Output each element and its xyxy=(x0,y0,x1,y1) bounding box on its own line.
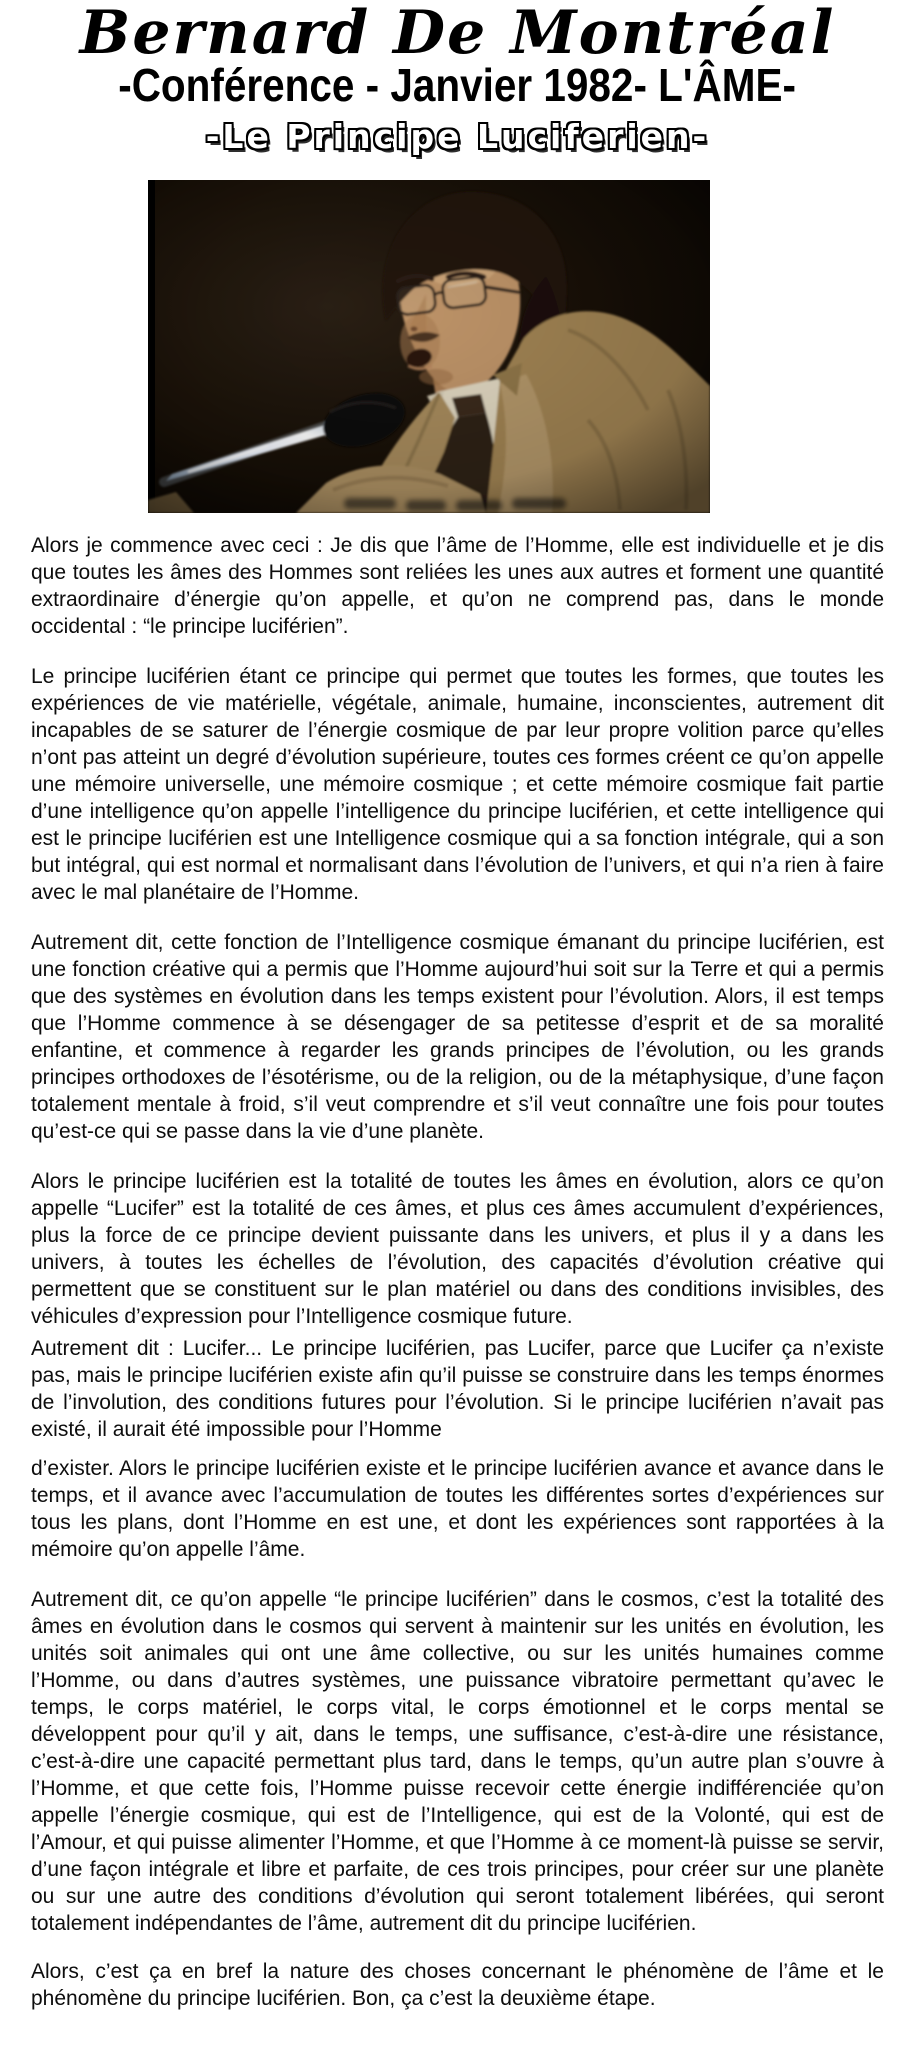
paragraph-6: d’exister. Alors le principe luciférien existe et le principe luciférien avance et avance dans le temps, et il avance avec l’accumulation de toutes les différentes sortes d’expériences sur tous les plans, dont l’Homme en est une, et dont les expériences sont rapportées à la mémoire qu’on appelle l’âme. xyxy=(31,1457,884,1561)
page-title: Bernard De Montréal xyxy=(79,0,836,68)
subtitle-conference-text: -Conférence - Janvier 1982- L'ÂME- xyxy=(118,59,797,111)
paragraph-1: Alors je commence avec ceci : Je dis que l’âme de l’Homme, elle est individuelle et je dis que toutes les âmes des Hommes sont reliées les unes aux autres et forment une quantité extraordinaire d’énergie qu’on appelle, et qu’on ne comprend pas, dans le monde occidental : “le principe luciférien”. xyxy=(31,534,884,638)
header xyxy=(31,2,884,156)
transcript xyxy=(31,532,884,2012)
paragraph-8: Alors, c’est ça en bref la nature des choses concernant le phénomène de l’âme et le phénomène du principe luciférien. Bon, ça c’est la deuxième étape. xyxy=(31,1960,884,2010)
photo-vignette xyxy=(148,180,710,513)
paragraph-7: Autrement dit, ce qu’on appelle “le principe luciférien” dans le cosmos, c’est la totalité des âmes en évolution dans le cosmos qui servent à maintenir sur les unités en évolution, les unités soit animales qui ont une âme collective, ou sur les unités humaines comme l’Homme, ou dans d’autres systèmes, une puissance vibratoire permettant qu’avec le temps, le corps matériel, le corps vital, le corps émotionnel et le corps mental se développent pour qu’il y ait, dans le temps, une suffisance, c’est-à-dire une résistance, c’est-à-dire une capacité permettant plus tard, dans le temps, qu’un autre plan s’ouvre à l’Homme, et que cette fois, l’Homme puisse recevoir cette énergie indifférenciée qu’on appelle l’énergie cosmique, qui est de l’Intelligence, qui est de la Volonté, qui est de l’Amour, et qui puisse alimenter l’Homme, et que l’Homme à ce moment-là puisse se servir, d’une façon intégrale et libre et parfaite, de ces trois principes, pour créer sur une planète ou sur une autre des conditions d’évolution qui seront totalement libérées, qui seront totalement indépendantes de l’âme, autrement dit du principe luciférien. xyxy=(31,1588,884,1935)
speaker-photo-illustration xyxy=(148,180,710,513)
subtitle-lucifer-principle: -Le Principe Luciferien- xyxy=(205,117,710,156)
paragraph-5: Autrement dit : Lucifer... Le principe luciférien, pas Lucifer, parce que Lucifer ça n’existe pas, mais le principe luciférien existe afin qu’il puisse se construire dans les temps énormes de l’involution, des conditions futures pour l’évolution. Si le principe luciférien n’avait pas existé, il aurait été impossible pour l’Homme xyxy=(31,1337,884,1441)
subtitle-conference xyxy=(31,59,884,118)
speaker-photo xyxy=(148,180,710,513)
paragraph-2: Le principe luciférien étant ce principe qui permet que toutes les formes, que toutes les expériences de vie matérielle, végétale, animale, humaine, inconscientes, autrement dit incapables de se saturer de l’énergie cosmique de par leur propre volition parce qu’elles n’ont pas atteint un degré d’évolution supérieure, toutes ces formes créent ce qu’on appelle une mémoire universelle, une mémoire cosmique ; et cette mémoire cosmique fait partie d’une intelligence qu’on appelle l’intelligence du principe luciférien, et cette intelligence qui est le principe luciférien est une Intelligence cosmique qui a sa fonction intégrale, qui a son but intégral, qui est normal et normalisant dans l’évolution de l’univers, et qui n’a rien à faire avec le mal planétaire de l’Homme. xyxy=(31,665,884,904)
paragraph-4: Alors le principe luciférien est la totalité de toutes les âmes en évolution, alors ce qu’on appelle “Lucifer” est la totalité de ces âmes, et plus ces âmes accumulent d’expériences, plus la force de ce principe devient puissante dans les univers, et plus il y a dans les univers, à toutes les échelles de l’évolution, des capacités d’évolution créative qui permettent que se constituent sur le plan matériel ou dans des conditions invisibles, des véhicules d’expression pour l’Intelligence cosmique future. xyxy=(31,1170,884,1328)
paragraph-3: Autrement dit, cette fonction de l’Intelligence cosmique émanant du principe luciférien, est une fonction créative qui a permis que l’Homme aujourd’hui soit sur la Terre et qui a permis que des systèmes en évolution dans les temps existent pour l’évolution. Alors, il est temps que l’Homme commence à se désengager de sa petitesse d’esprit et de sa moralité enfantine, et commence à regarder les grands principes de l’évolution, ou les grands principes orthodoxes de l’ésotérisme, ou de la religion, ou de la métaphysique, d’une façon totalement mentale à froid, s’il veut comprendre et s’il veut connaître une fois pour toutes qu’est-ce qui se passe dans la vie d’une planète. xyxy=(31,931,884,1143)
